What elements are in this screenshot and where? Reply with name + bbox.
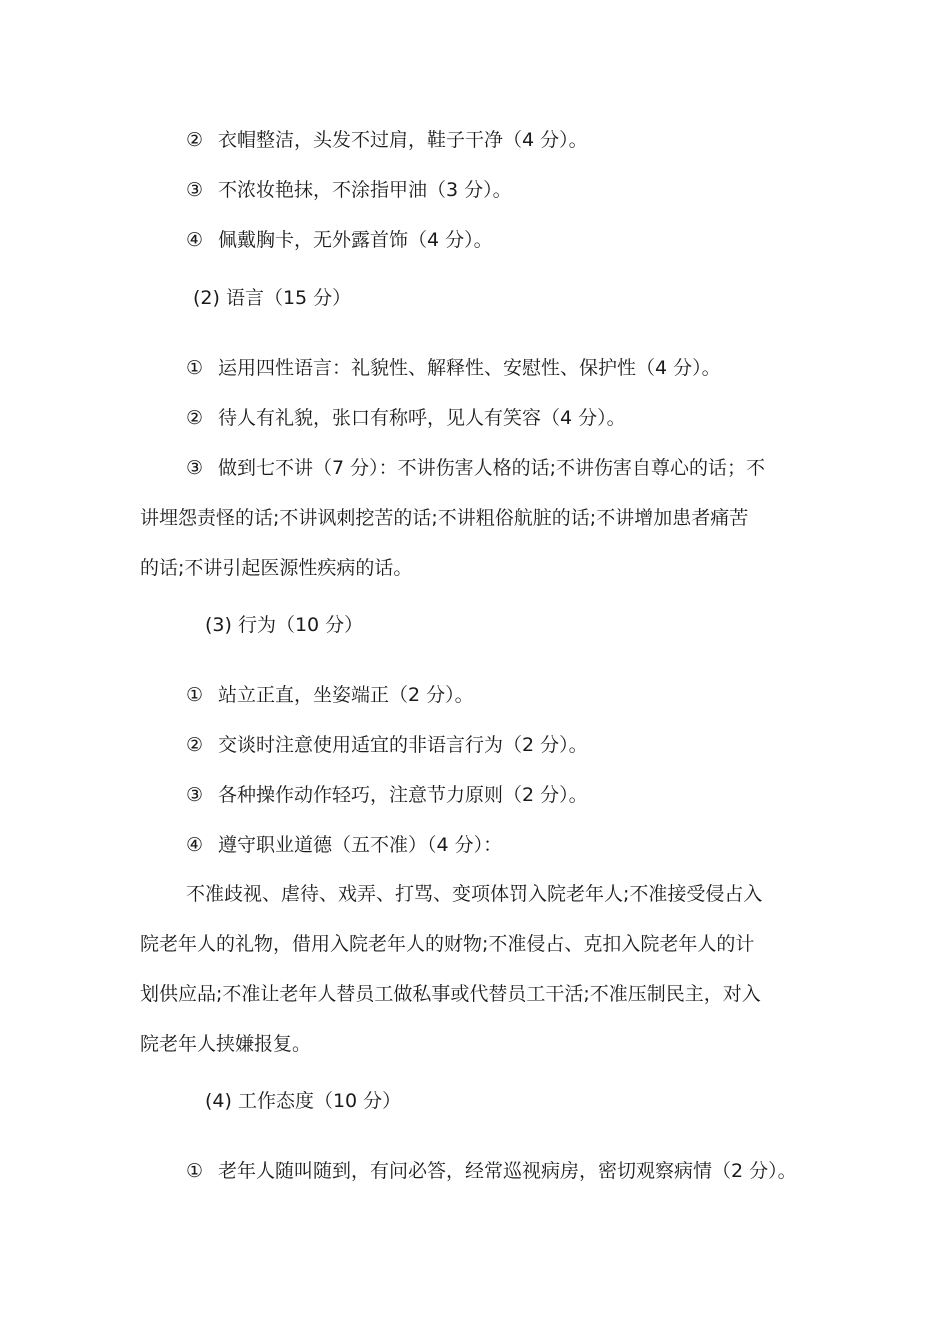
item-text: 做到七不讲（7 分）：不讲伤害人格的话;不讲伤害自尊心的话；不 bbox=[218, 457, 766, 479]
item-text: 站立正直，坐姿端正（2 分）。 bbox=[218, 684, 474, 706]
item-number: ① bbox=[186, 684, 204, 706]
list-item bbox=[186, 404, 626, 432]
item-text: 衣帽整洁，头发不过肩，鞋子干净（4 分）。 bbox=[218, 129, 588, 151]
list-item bbox=[186, 681, 474, 709]
item-text: 佩戴胸卡，无外露首饰（4 分）。 bbox=[218, 229, 493, 251]
item-text: 不浓妆艳抹，不涂指甲油（3 分）。 bbox=[218, 179, 512, 201]
item-number: ② bbox=[186, 129, 204, 151]
list-item bbox=[186, 831, 502, 859]
list-item bbox=[186, 1157, 797, 1185]
item-number: ③ bbox=[186, 457, 204, 479]
item-number: ③ bbox=[186, 179, 204, 201]
item-text: 交谈时注意使用适宜的非语言行为（2 分）。 bbox=[218, 734, 588, 756]
list-item bbox=[186, 731, 588, 759]
item-number: ③ bbox=[186, 784, 204, 806]
item-number: ① bbox=[186, 357, 204, 379]
list-item bbox=[186, 226, 493, 254]
item-number: ④ bbox=[186, 834, 204, 856]
list-item bbox=[186, 126, 588, 154]
paragraph-line: 院老年人的礼物，借用入院老年人的财物;不准侵占、克扣入院老年人的计 bbox=[140, 933, 755, 955]
item-text: 遵守职业道德（五不准）（4 分）： bbox=[218, 834, 503, 856]
item-number: ④ bbox=[186, 229, 204, 251]
item-text: 待人有礼貌，张口有称呼，见人有笑容（4 分）。 bbox=[218, 407, 626, 429]
item-number: ① bbox=[186, 1160, 204, 1182]
list-item bbox=[186, 354, 721, 382]
section-heading-behavior: (3) 行为（10 分） bbox=[205, 614, 364, 636]
item-number: ② bbox=[186, 407, 204, 429]
list-item bbox=[186, 454, 765, 482]
paragraph-line: 划供应品;不准让老年人替员工做私事或代替员工干活;不准压制民主，对入 bbox=[140, 983, 761, 1005]
item-text: 老年人随叫随到，有问必答，经常巡视病房，密切观察病情（2 分）。 bbox=[218, 1160, 797, 1182]
paragraph-continuation: 讲埋怨责怪的话;不讲讽刺挖苦的话;不讲粗俗航脏的话;不讲增加患者痛苦 bbox=[140, 507, 749, 529]
paragraph-line: 院老年人挟嫌报复。 bbox=[140, 1033, 312, 1055]
section-heading-work-attitude: (4) 工作态度（10 分） bbox=[205, 1090, 402, 1112]
paragraph-continuation: 的话;不讲引起医源性疾病的话。 bbox=[140, 557, 413, 579]
list-item bbox=[186, 176, 512, 204]
paragraph-line: 不准歧视、虐待、戏弄、打骂、变项体罚入院老年人;不准接受侵占入 bbox=[186, 883, 763, 905]
item-text: 各种操作动作轻巧，注意节力原则（2 分）。 bbox=[218, 784, 588, 806]
section-heading-language: (2) 语言（15 分） bbox=[193, 287, 352, 309]
list-item bbox=[186, 781, 588, 809]
item-number: ② bbox=[186, 734, 204, 756]
item-text: 运用四性语言：礼貌性、解释性、安慰性、保护性（4 分）。 bbox=[218, 357, 721, 379]
